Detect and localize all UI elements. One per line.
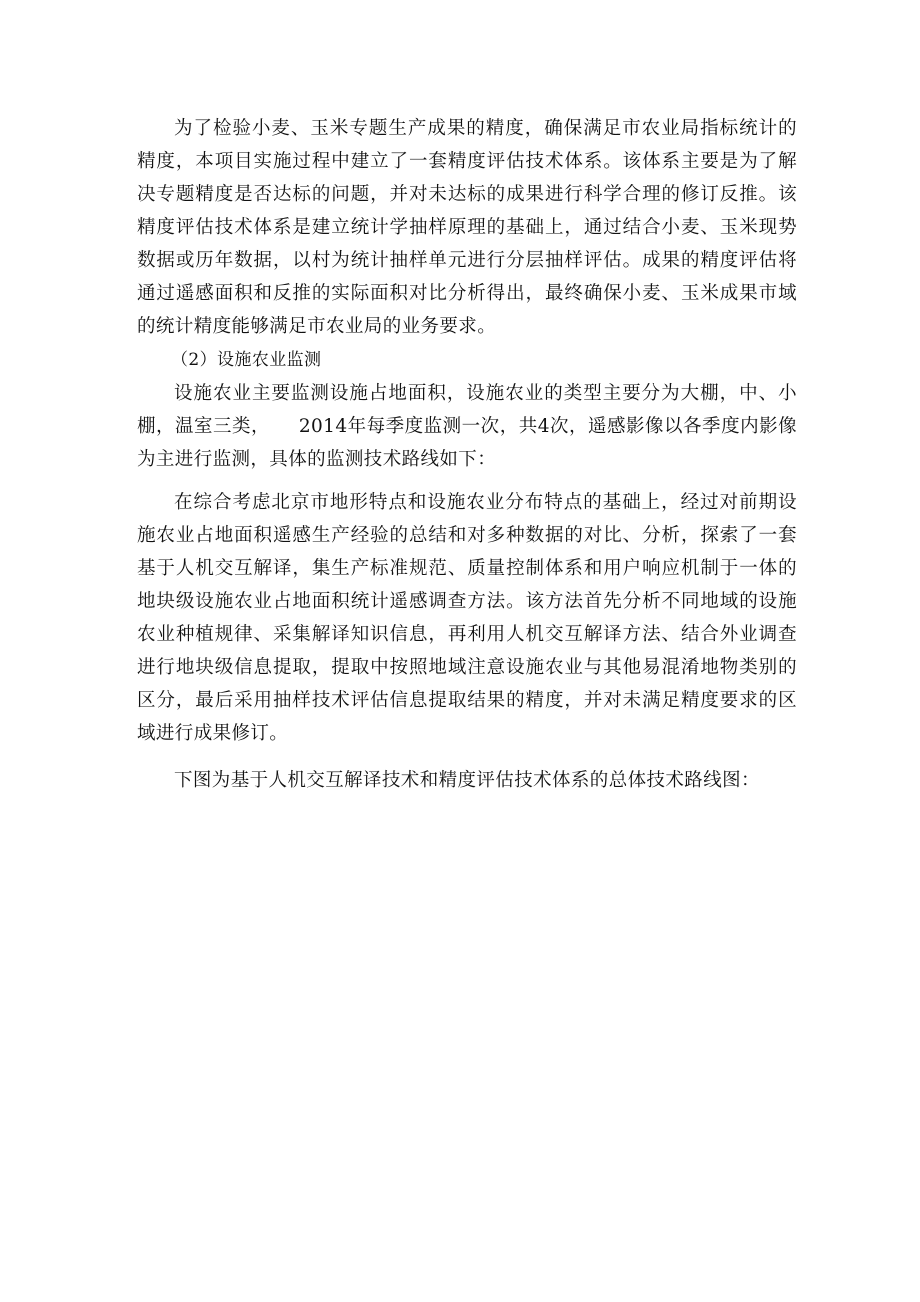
section-heading: （2）设施农业监测 [171,350,322,370]
paragraph-accuracy-assessment: 为了检验小麦、玉米专题生产成果的精度，确保满足市农业局指标统计的精度，本项目实施过程中建立了一套精度评估技术体系。该体系主要是为了解决专题精度是否达标的问题，并对未达标的成果进行科学合理的修订反推。该精度评估技术体系是建立统计学抽样原理的基础上，通过结合小麦、玉米现势数据或历年数据，以村为统计抽样单元进行分层抽样评估。成果的精度评估将通过遥感面积和反推的实际面积对比分析得出，最终确保小麦、玉米成果市域的统计精度能够满足市农业局的业务要求。 [137,118,797,337]
spacer [137,476,797,486]
document-body [137,112,797,797]
paragraph-facility-monitoring: 设施农业主要监测设施占地面积，设施农业的类型主要分为大棚，中、小棚，温室三类， 2014年每季度监测一次，共4次，遥感影像以各季度内影像为主进行监测，具体的监测技术路线如下： [137,383,797,470]
spacer [137,750,797,764]
paragraph-roadmap-intro: 下图为基于人机交互解译技术和精度评估技术体系的总体技术路线图： [174,770,760,791]
paragraph-survey-method: 在综合考虑北京市地形特点和设施农业分布特点的基础上，经过对前期设施农业占地面积遥感生产经验的总结和对多种数据的对比、分析，探索了一套基于人机交互解译，集生产标准规范、质量控制体系和用户响应机制于一体的地块级设施农业占地面积统计遥感调查方法。该方法首先分析不同地域的设施农业种植规律、采集解译知识信息，再利用人机交互解译方法、结合外业调查进行地块级信息提取，提取中按照地域注意设施农业与其他易混淆地物类别的区分，最后采用抽样技术评估信息提取结果的精度，并对未满足精度要求的区域进行成果修订。 [137,492,797,744]
